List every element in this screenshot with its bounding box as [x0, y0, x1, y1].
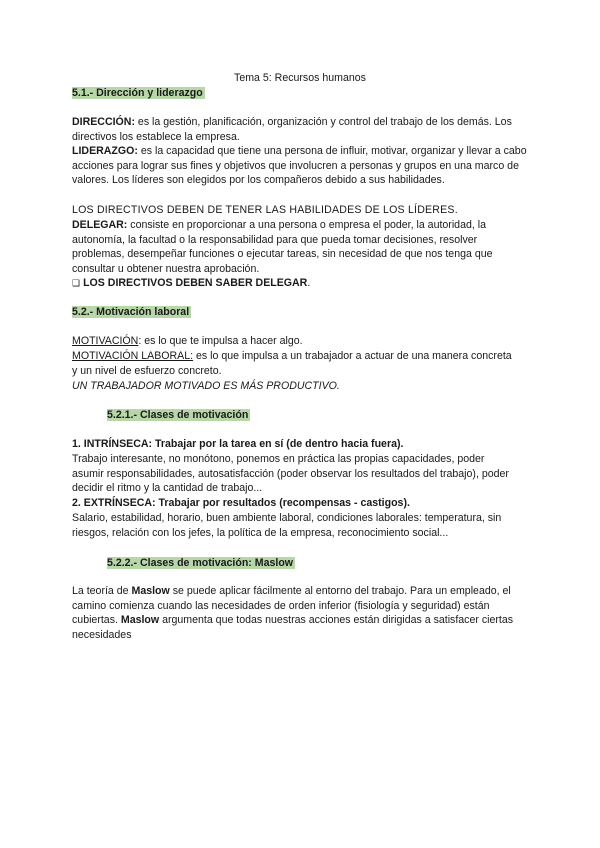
motivacion-laboral-text: es lo que impulsa a un trabajador a actuar de una manera concreta y un nivel de esfuerzo concreto. — [72, 350, 512, 377]
liderazgo-paragraph — [72, 144, 527, 188]
section-5-2-1-heading: 5.2.1.- Clases de motivación — [107, 409, 249, 421]
direccion-text: es la gestión, planificación, organización y control del trabajo de los demás. Los directivos los establece la empresa. — [72, 116, 512, 143]
direccion-term: DIRECCIÓN: — [72, 116, 135, 128]
extrinseca-title: 2. EXTRÍNSECA: Trabajar por resultados (recompensas - castigos). — [72, 497, 410, 509]
delegar-term: DELEGAR: — [72, 219, 128, 231]
motivacion-laboral-term: MOTIVACIÓN LABORAL: — [72, 350, 194, 362]
checkbox-bullet-icon: ❏ — [72, 278, 81, 288]
intrinseca-title: 1. INTRÍNSECA: Trabajar por la tarea en sí (de dentro hacia fuera). — [72, 438, 404, 450]
directivos-caps-line: LOS DIRECTIVOS DEBEN DE TENER LAS HABILIDADES DE LOS LÍDERES. — [72, 204, 458, 216]
maslow-term-2: Maslow — [120, 614, 160, 627]
maslow-term: Maslow — [131, 585, 170, 597]
section-5-2-heading: 5.2.- Motivación laboral — [72, 306, 190, 318]
extrinseca-text: Salario, estabilidad, horario, buen ambiente laboral, condiciones laborales: temperatura, sin riesgos, relación con los jefes, la política de la empresa, reconocimiento social... — [72, 512, 502, 539]
motivacion-term: MOTIVACIÓN — [72, 335, 139, 347]
maslow-paragraph: La teoría de Maslow se puede aplicar fácilmente al entorno del trabajo. Para un empleado, el camino comienza cuando las necesidades de orden inferior (fisiología y seguridad) están cubiertas. Maslow argumenta que todas nuestras acciones están dirigidas a satisfacer ciertas necesidades — [72, 585, 514, 641]
liderazgo-text: es la capacidad que tiene una persona de influir, motivar, organizar y llevar a cabo acciones para lograr sus fines y objetivos que involucren a personas y grupos en una marco de valores. Los líderes son elegidos por los compañeros debido a sus habilidades. — [72, 145, 527, 187]
intrinseca-text: Trabajo interesante, no monótono, ponemos en práctica las propias capacidades, poder asumir responsabilidades, autosatisfacción (poder observar los resultados del trabajo), poder decidir el ritmo y la cantidad de trabajo... — [72, 453, 509, 495]
delegar-paragraph — [72, 218, 517, 276]
bullet-text: LOS DIRECTIVOS DEBEN SABER DELEGAR — [83, 277, 308, 289]
liderazgo-term: LIDERAZGO: — [72, 145, 138, 157]
section-5-2-2-heading: 5.2.2.- Clases de motivación: Maslow — [107, 557, 294, 569]
motivacion-laboral-definition — [72, 349, 512, 378]
delegar-text: consiste en proporcionar a una persona o empresa el poder, la autoridad, la autonomía, la facultad o la responsabilidad para que pueda tomar decisiones, resolver problemas, desempeñar funciones o ejecutar tareas, sin necesidad de que nos tenga que consultar u obtener nuestra aprobación. — [72, 219, 493, 275]
direccion-paragraph — [72, 115, 524, 144]
motivacion-definition — [72, 334, 532, 349]
section-5-1-heading: 5.1.- Dirección y liderazgo — [72, 87, 203, 99]
motivacion-text: : es lo que te impulsa a hacer algo. — [138, 335, 303, 347]
productivo-italic-line: UN TRABAJADOR MOTIVADO ES MÁS PRODUCTIVO. — [72, 380, 340, 392]
page-title: Tema 5: Recursos humanos — [234, 72, 366, 84]
delegar-bullet: ❏ LOS DIRECTIVOS DEBEN SABER DELEGAR. — [72, 277, 311, 289]
